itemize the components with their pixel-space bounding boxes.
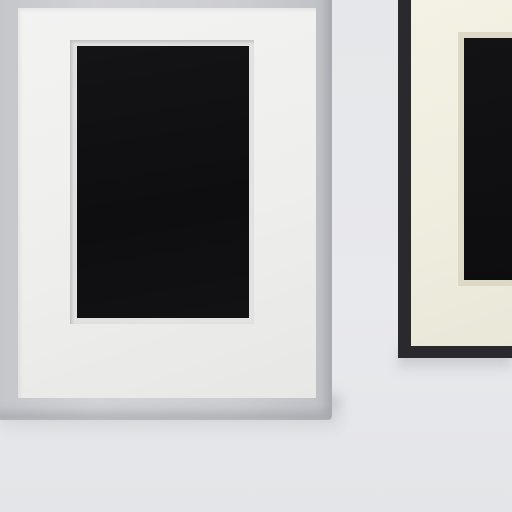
right-black-artwork (464, 38, 512, 280)
left-black-artwork (77, 46, 249, 318)
